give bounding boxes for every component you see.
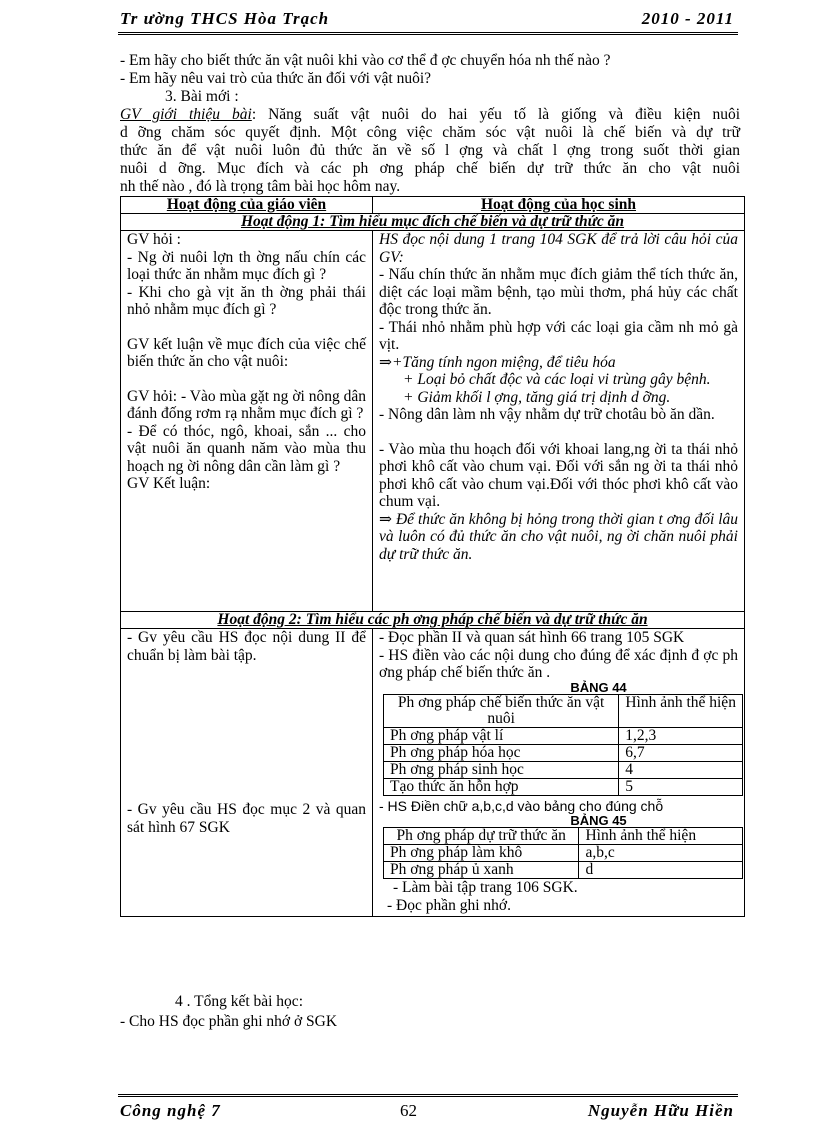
table-cell: Ph ơng pháp hóa học <box>384 744 619 761</box>
activity-2-title: Hoạt động 2: Tìm hiểu các ph ơng pháp chế biến và dự trữ thức ăn <box>121 612 745 629</box>
activity-2-student-cell <box>373 629 745 917</box>
activity-1-row <box>121 231 745 612</box>
table-45-title: BẢNG 45 <box>570 813 627 828</box>
subject-name: Công nghệ 7 <box>120 1101 221 1120</box>
table-row <box>384 845 743 862</box>
student-column-header: Hoạt động của học sinh <box>373 197 745 214</box>
table-cell: Ph ơng pháp làm khô <box>384 845 579 862</box>
table-44-title: BẢNG 44 <box>570 679 627 695</box>
section-new-lesson: 3. Bài mới : <box>165 88 239 105</box>
school-year: 2010 - 2011 <box>641 9 734 28</box>
teacher-line: - Ng ời nuôi lợn th ờng nấu chín các loại thức ăn nhằm mục đích gì ? <box>127 248 366 283</box>
teacher-line: - Để có thóc, ngô, khoai, sắn ... cho vật nuôi ăn quanh năm vào mùa thu hoạch ng ời nông dân cần làm gì ? <box>127 422 366 475</box>
table-45 <box>383 827 743 879</box>
student-line: - HS điền vào các nội dung cho đúng để xác định đ ợc ph ơng pháp chế biến thức ăn . <box>379 646 738 681</box>
summary-line: - Cho HS đọc phần ghi nhớ ở SGK <box>120 1013 338 1030</box>
activity-1-title-row <box>121 214 745 231</box>
review-question-1: - Em hãy cho biết thức ăn vật nuôi khi vào cơ thể đ ợc chuyển hóa nh thế nào ? <box>120 52 611 69</box>
student-line: + Giảm khối l ợng, tăng giá trị dịnh d ỡng. <box>403 388 671 406</box>
activity-table <box>120 196 745 917</box>
teacher-line: - Gv yêu cầu HS đọc nội dung II để chuẩn bị làm bài tập. <box>127 629 366 664</box>
summary-title: 4 . Tổng kết bài học: <box>175 993 303 1010</box>
table-cell: 5 <box>619 778 743 795</box>
activity-2-teacher-cell <box>121 629 373 917</box>
table-header-row <box>121 197 745 214</box>
gv-intro-label: GV giới thiệu bài <box>120 106 252 123</box>
intro-line-3: thức ăn để vật nuôi luôn đủ thức ăn về số l ợng và chất l ợng trong suốt thời gian <box>120 142 740 159</box>
student-line: + Loại bỏ chất độc và các loại vi trùng gây bệnh. <box>403 371 711 388</box>
teacher-line: - Gv yêu cầu HS đọc mục 2 và quan sát hình 67 SGK <box>127 801 366 836</box>
student-line: - Đọc phần ghi nhớ. <box>387 896 511 914</box>
author-name: Nguyễn Hữu Hiền <box>587 1101 734 1120</box>
table-row <box>384 761 743 778</box>
teacher-line: GV kết luận về mục đích của việc chế biến thức ăn cho vật nuôi: <box>127 335 366 370</box>
table-row <box>384 744 743 761</box>
table-cell: a,b,c <box>579 845 743 862</box>
table-cell: Tạo thức ăn hỗn hợp <box>384 778 619 795</box>
arrow-icon: ⇒ <box>379 353 392 371</box>
intro-line-2: d ỡng chăm sóc quyết định. Một công việc chăm sóc vật nuôi là chế biến và dự trữ <box>120 124 740 141</box>
table-row <box>384 828 743 845</box>
activity-1-teacher-cell <box>121 231 373 612</box>
activity-1-title: Hoạt động 1: Tìm hiểu mục đích chế biến và dự trữ thức ăn <box>121 214 745 231</box>
summary-section <box>120 992 740 1032</box>
teacher-line: GV hỏi : <box>127 231 181 248</box>
table-44-head-image: Hình ảnh thể hiện <box>619 694 743 727</box>
table-44 <box>383 694 743 796</box>
activity-1-student-cell <box>373 231 745 612</box>
activity-2-title-row <box>121 612 745 629</box>
table-row <box>384 862 743 879</box>
arrow-icon: ⇒ <box>379 510 392 528</box>
school-name: Tr ường THCS Hòa Trạch <box>120 9 330 28</box>
student-line: HS đọc nội dung 1 trang 104 SGK để trả lời câu hỏi của GV: <box>379 231 738 266</box>
review-question-2: - Em hãy nêu vai trò của thức ăn đối với vật nuôi? <box>120 70 432 87</box>
table-45-head-image: Hình ảnh thể hiện <box>579 828 743 845</box>
table-cell: Ph ơng pháp ủ xanh <box>384 862 579 879</box>
student-line: - Vào mùa thu hoạch đối với khoai lang,ng ời ta thái nhỏ phơi khô cất vào chum vại. Đối với sắn ng ời ta thái nhỏ phơi khô cất vào chum vại.Đối với thóc phơi khô cất vào chum vại. <box>379 440 738 510</box>
student-line: - HS Điền chữ a,b,c,d vào bảng cho đúng chỗ <box>379 797 664 814</box>
table-cell: 4 <box>619 761 743 778</box>
student-line: ⇒+Tăng tính ngon miệng, để tiêu hóa <box>379 353 616 371</box>
table-45-head-method: Ph ơng pháp dự trữ thức ăn <box>384 828 579 845</box>
student-line: - Thái nhỏ nhằm phù hợp với các loại gia cầm nh mỏ gà vịt. <box>379 318 738 353</box>
teacher-line: GV hỏi: - Vào mùa gặt ng ời nông dân đánh đống rơm rạ nhằm mục đích gì ? <box>127 387 366 422</box>
table-row <box>384 727 743 744</box>
student-line: - Nấu chín thức ăn nhằm mục đích giảm thể tích thức ăn, diệt các loại mầm bệnh, tạo mùi thơm, phá hủy các chất độc trong thức ăn. <box>379 266 738 318</box>
teacher-column-header: Hoạt động của giáo viên <box>121 197 373 214</box>
table-row <box>384 778 743 795</box>
intro-line-1: GV giới thiệu bài: Năng suất vật nuôi do hai yếu tố là giống và điều kiện nuôi <box>120 106 740 123</box>
student-line: ⇒ Để thức ăn không bị hỏng trong thời gian t ơng đối lâu và luôn có đủ thức ăn cho vật nuôi, ng ời chăn nuôi phải dự trữ thức ăn. <box>379 510 739 563</box>
intro-line-4: nuôi d ỡng. Mục đích và các ph ơng pháp chế biến dự trữ thức ăn cho vật nuôi <box>120 160 740 177</box>
student-line: - Đọc phần II và quan sát hình 66 trang 105 SGK <box>379 629 685 646</box>
table-cell: Ph ơng pháp vật lí <box>384 727 619 744</box>
page-number: 62 <box>400 1101 417 1120</box>
page-header <box>118 4 738 35</box>
page-footer <box>118 1094 738 1123</box>
student-line: - Làm bài tập trang 106 SGK. <box>393 879 578 896</box>
table-cell: 1,2,3 <box>619 727 743 744</box>
intro-line-5: nh thế nào , đó là trọng tâm bài học hôm nay. <box>120 178 401 195</box>
table-cell: 6,7 <box>619 744 743 761</box>
teacher-line: - Khi cho gà vịt ăn th ờng phải thái nhỏ nhằm mục đích gì ? <box>127 283 366 318</box>
teacher-line: GV Kết luận: <box>127 475 211 492</box>
table-row <box>384 694 743 727</box>
table-44-head-method: Ph ơng pháp chế biến thức ăn vật nuôi <box>384 694 619 727</box>
intro-section <box>120 52 740 196</box>
activity-2-row <box>121 629 745 917</box>
table-cell: Ph ơng pháp sinh học <box>384 761 619 778</box>
student-line: - Nông dân làm nh vậy nhằm dự trữ chotâu bò ăn dần. <box>379 406 715 423</box>
table-cell: d <box>579 862 743 879</box>
